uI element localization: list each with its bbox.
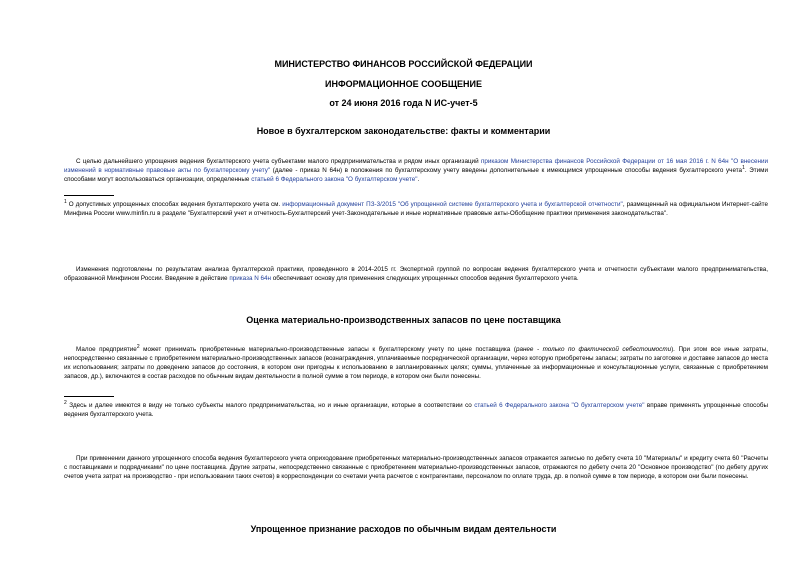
footnote-ref-2[interactable]: 2 [136,343,140,350]
article-6-law-link-2[interactable]: статьей 6 Федерального закона "О бухгалтерском учете" [474,402,645,409]
footnote-divider-2 [64,396,114,397]
ministry-heading: МИНИСТЕРСТВО ФИНАНСОВ РОССИЙСКОЙ ФЕДЕРАЦИИ [274,59,533,69]
paragraph-changes: Изменения подготовлены по результатам анализа бухгалтерской практики, проведенного в 2014-2015 гг. Экспертной группой по вопросам ведения бухгалтерского учета и отчетности субъектами малого предпринимательства, образованной Минфином России. Введение в действие приказа N 64н обеспечивает основу для применения следующих упрощенных способов ведения бухгалтерского учета. [64,266,768,282]
order-64n-short-link[interactable]: приказа N 64н [229,275,271,282]
footnote-1: $^1$ О допустимых упрощенных способах ведения бухгалтерского учета см. информационный документ ПЗ-3/2015 "Об упрощенной системе бухгалтерского учета и бухгалтерской отчетности", размещенный на официальном Интернет-сайте Минфина России www.minfin.ru в разделе "Бухгалтерский учет и отчетность-Бухгалтерский учет-Законодательные и иные нормативные правовые акты-Обобщение практики применения законодательства". [64,198,768,217]
section-title-expense-recognition: Упрощенное признание расходов по обычным видам деятельности [250,524,557,534]
document-date-heading: от 24 июня 2016 года N ИС-учет-5 [329,98,478,108]
paragraph-intro: С целью дальнейшего упрощения ведения бухгалтерского учета субъектами малого предпринимательства и рядом иных организаций приказом Министерства финансов Российской Федерации от 16 мая 2016 г. N 64н "О внесении изменений в нормативные правовые акты по бухгалтерскому учету" (далее - приказ N 64н) в положения по бухгалтерскому учету введены дополнительные к имеющимся упрощенные способы ведения бухгалтерского учета$^1$. Этими способами могут воспользоваться организации, определенные статьей 6 Федерального закона "О бухгалтерском учете". [64,158,768,183]
footnote-2: $^2$ Здесь и далее имеются в виду не только субъекты малого предпринимательства, но и иные организации, которые в соответствии со статьей 6 Федерального закона "О бухгалтерском учете" вправе применять упрощенные способы ведения бухгалтерского учета. [64,399,768,418]
paragraph-supplier-price: Малое предприятие$^2$ может принимать приобретенные материально-производственные запасы к бухгалтерскому учету по цене поставщика (ранее - только по фактической себестоимости). При этом все иные затраты, непосредственно связанные с приобретением материально-производственных запасов (вознаграждения, уплачиваемые посреднической организации, через которую приобретены запасы; затраты по заготовке и доставке запасов до места их использования; затраты по доведению запасов до состояния, в котором они пригодны к использованию в запланированных целях; суммы, уплаченные за информационные и консультационные услуги, связанные с приобретением запасов, др.), включаются в состав расходов по обычным видам деятельности в полной сумме в том периоде, в котором они были понесены. [64,343,768,380]
document-type-heading: ИНФОРМАЦИОННОЕ СООБЩЕНИЕ [325,79,482,89]
main-title: Новое в бухгалтерском законодательстве: факты и комментарии [256,126,551,136]
pz-3-2015-link[interactable]: информационный документ ПЗ-3/2015 "Об упрощенной системе бухгалтерского учета и бухгалтерской отчетности" [282,201,623,208]
order-64n-link[interactable]: приказом Министерства финансов Российской Федерации от 16 мая 2016 г. N 64н "О внесении изменений в нормативные правовые акты по бухгалтерскому учету" [64,158,768,174]
paragraph-accounting-entries: При применении данного упрощенного способа ведения бухгалтерского учета оприходование приобретенных материально-производственных запасов отражается записью по дебету счета 10 "Материалы" и кредиту счета 60 "Расчеты с поставщиками и подрядчиками" по цене поставщика. Другие затраты, непосредственно связанные с приобретением материально-производственных запасов, отражаются по дебету счета 20 "Основное производство" (по дебету других счетов учета затрат на производство - при использовании таких счетов) в корреспонденции со счетами учета расчетов с контрагентами, персоналом по оплате труда, др. в полной сумме в том периоде, в котором они были понесены. [64,455,768,480]
article-6-law-link[interactable]: статьей 6 Федерального закона "О бухгалтерском учете" [251,176,418,183]
section-title-inventory-valuation: Оценка материально-производственных запасов по цене поставщика [246,315,561,325]
footnote-divider [64,195,114,196]
footnote-ref-1[interactable]: 1 [742,164,745,171]
